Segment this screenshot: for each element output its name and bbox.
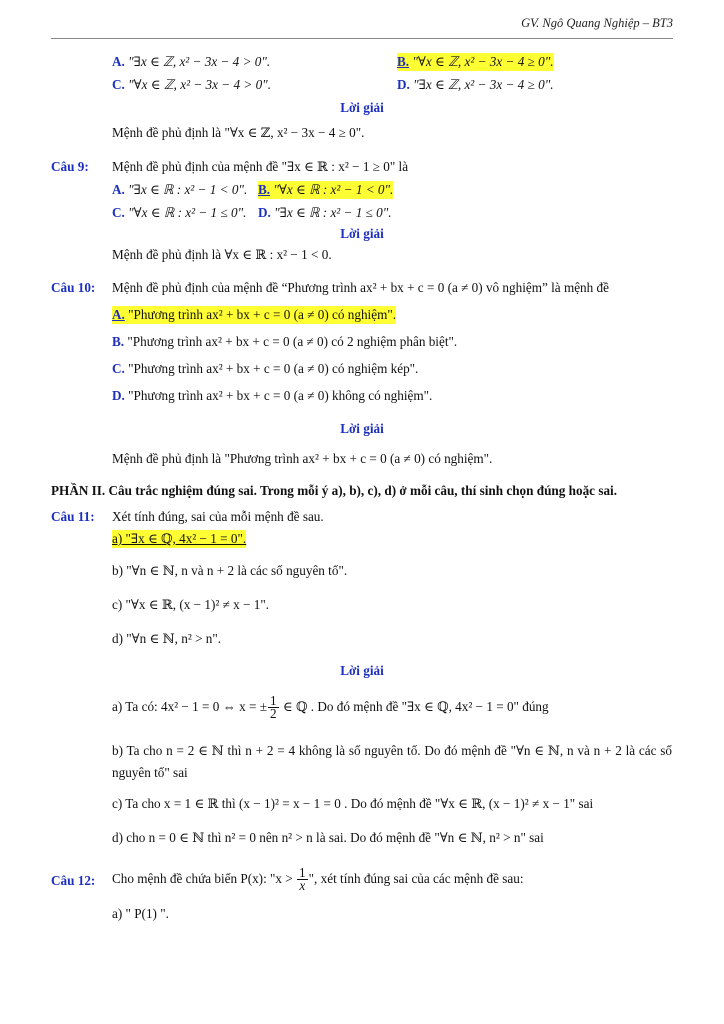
- q11-solution-c: c) Ta cho x = 1 ∈ ℝ thì (x − 1)² = x − 1 = 0 . Do đó mệnh đề "∀x ∈ ℝ, (x − 1)² ≠ x − 1" sai: [112, 796, 594, 811]
- fraction-one-over-x: $\frac{1}{x}$: [299, 865, 306, 894]
- q11-item-d: d) "∀n ∈ ℕ, n² > n".: [112, 631, 222, 646]
- q8-option-c: C. "∀x ∈ ℤ, x² − 3x − 4 > 0".: [112, 77, 271, 92]
- q12-item-a: a) " P(1) ".: [112, 906, 169, 921]
- q11-solution-title: Lời giải: [340, 663, 384, 678]
- q12-question: Cho mệnh đề chứa biến P(x): "x > $\frac{1}{x}$ ", xét tính đúng sai của các mệnh đề sau:: [112, 865, 524, 894]
- q12-label: Câu 12:: [51, 873, 96, 888]
- q8-option-a: A. "∃x ∈ ℤ, x² − 3x − 4 > 0".: [112, 54, 271, 69]
- q10-question: Mệnh đề phủ định của mệnh đề “Phương trình ax² + bx + c = 0 (a ≠ 0) vô nghiệm” là mệnh đề: [112, 280, 609, 295]
- part2-title: PHẦN II. Câu trắc nghiệm đúng sai. Trong mỗi ý a), b), c), d) ở mỗi câu, thí sinh chọn đúng hoặc sai.: [51, 483, 618, 498]
- q9-question: Mệnh đề phủ định của mệnh đề "∃x ∈ ℝ : x² − 1 ≥ 0" là: [112, 159, 409, 174]
- q9-option-b-correct: B. "∀x ∈ ℝ : x² − 1 < 0".: [258, 182, 394, 197]
- q11-item-a-true: a) "∃x ∈ ℚ, 4x² − 1 = 0".: [112, 531, 247, 546]
- q10-option-a-correct: A. "Phương trình ax² + bx + c = 0 (a ≠ 0) có nghiệm".: [112, 307, 397, 322]
- q8-option-d: D. "∃x ∈ ℤ, x² − 3x − 4 ≥ 0".: [397, 77, 554, 92]
- q8-solution: Mệnh đề phủ định là "∀x ∈ ℤ, x² − 3x − 4 ≥ 0".: [112, 125, 365, 140]
- q9-option-a: A. "∃x ∈ ℝ : x² − 1 < 0".: [112, 182, 248, 197]
- q10-label: Câu 10:: [51, 280, 96, 295]
- q11-item-b: b) "∀n ∈ ℕ, n và n + 2 là các số nguyên tố".: [112, 563, 348, 578]
- fraction-one-half: $\frac{1}{2}$: [270, 693, 277, 722]
- q9-option-d: D. "∃x ∈ ℝ : x² − 1 ≤ 0".: [258, 205, 392, 220]
- q10-option-b: B. "Phương trình ax² + bx + c = 0 (a ≠ 0) có 2 nghiệm phân biệt".: [112, 334, 458, 349]
- q9-solution: Mệnh đề phủ định là ∀x ∈ ℝ : x² − 1 < 0.: [112, 247, 332, 262]
- q11-label: Câu 11:: [51, 509, 95, 524]
- q10-solution-title: Lời giải: [340, 421, 384, 436]
- q9-label: Câu 9:: [51, 159, 89, 174]
- q8-solution-title: Lời giải: [340, 100, 384, 115]
- header-rule: [51, 38, 673, 39]
- q11-solution-d: d) cho n = 0 ∈ ℕ thì n² = 0 nên n² > n là sai. Do đó mệnh đề "∀n ∈ ℕ, n² > n" sai: [112, 830, 544, 845]
- q9-solution-title: Lời giải: [340, 226, 384, 241]
- q11-item-c: c) "∀x ∈ ℝ, (x − 1)² ≠ x − 1".: [112, 597, 270, 612]
- page-header: GV. Ngô Quang Nghiệp – BT3: [521, 16, 673, 30]
- q11-solution-a: a) Ta có: 4x² − 1 = 0 ⇔ x = ± $\frac{1}{2}$ ∈ ℚ . Do đó mệnh đề "∃x ∈ ℚ, 4x² − 1 = 0" đúng: [112, 693, 549, 722]
- q11-solution-b: b) Ta cho n = 2 ∈ ℕ thì n + 2 = 4 không là số nguyên tố. Do đó mệnh đề "∀n ∈ ℕ, n và n + 2 là các số nguyên tố" sai: [112, 743, 672, 780]
- q8-option-b-correct: B. "∀x ∈ ℤ, x² − 3x − 4 ≥ 0".: [397, 54, 554, 69]
- q10-solution: Mệnh đề phủ định là "Phương trình ax² + bx + c = 0 (a ≠ 0) có nghiệm".: [112, 451, 493, 466]
- q10-option-d: D. "Phương trình ax² + bx + c = 0 (a ≠ 0) không có nghiệm".: [112, 388, 433, 403]
- q9-option-c: C. "∀x ∈ ℝ : x² − 1 ≤ 0".: [112, 205, 247, 220]
- q11-question: Xét tính đúng, sai của mỗi mệnh đề sau.: [112, 509, 324, 524]
- q10-option-c: C. "Phương trình ax² + bx + c = 0 (a ≠ 0) có nghiệm kép".: [112, 361, 419, 376]
